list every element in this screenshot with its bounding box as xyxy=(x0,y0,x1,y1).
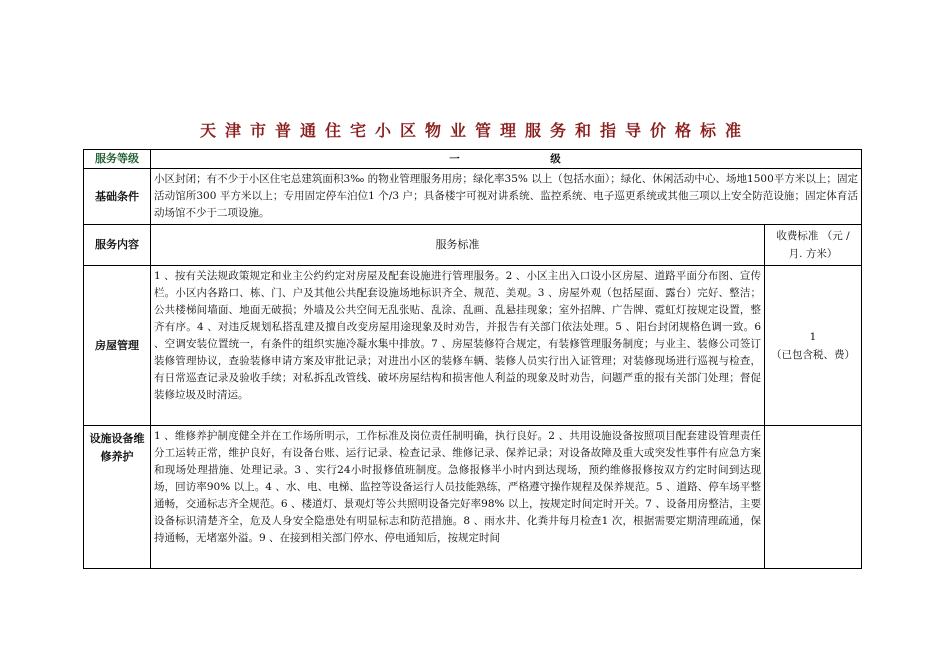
housing-fee-cell xyxy=(765,266,862,426)
housing-fee-note: （已包含税、费） xyxy=(771,348,855,361)
basic-conditions-text: 小区封闭；有不少于小区住宅总建筑面积3‰ 的物业管理服务用房；绿化率35% 以上（包括水面）；绿化、休闲活动中心、场地1500平方米以上；固定活动馆所300 平方米以上；专用固定停车泊位1 个/3 户；具备楼宇可视对讲系统、监控系统、电子巡更系统或其他三项以上安全防范设施；固定体育活动场馆不少于二项设施。 xyxy=(151,169,862,225)
facility-maintenance-text: 1 、维修养护制度健全并在工作场所明示，工作标准及岗位责任制明确，执行良好。2 、共用设施设备按照项目配套建设管理责任分工运转正常，维护良好，有设备台账、运行记录、检查记录、维修记录、保养记录；对设备故障及重大或突发性事件有应急方案和现场处理措施、处理记录。3 、实行24小时报修值班制度。急修报修半小时内到达现场，预约维修报修按双方约定时间到达现场，回访率90% 以上。4 、水、电、电梯、监控等设备运行人员技能熟练，严格遵守操作规程及保养规范。5 、道路、停车场平整通畅，交通标志齐全规范。6 、楼道灯、景观灯等公共照明设备完好率98% 以上，按规定时间定时开关。7 、设备用房整洁，主要设备标识清楚齐全，危及人身安全隐患处有明显标志和防范措施。8 、雨水井、化粪井每月检查1 次，根据需要定期清理疏通，保持通畅，无堵塞外溢。9 、在接到相关部门停水、停电通知后，按规定时间 xyxy=(151,426,765,569)
fee-standard-header: 收费标准 （元 / 月. 方米） xyxy=(765,225,862,266)
service-standard-header: 服务标准 xyxy=(151,225,765,266)
table-row xyxy=(84,225,862,266)
housing-fee-value: 1 xyxy=(809,330,817,343)
table-row xyxy=(84,426,862,569)
service-content-header: 服务内容 xyxy=(84,225,151,266)
service-level-value: 一 级 xyxy=(151,150,862,169)
table-row xyxy=(84,266,862,426)
housing-management-label: 房屋管理 xyxy=(84,266,151,426)
service-level-label: 服务等级 xyxy=(84,150,151,169)
price-standard-table xyxy=(83,149,862,569)
table-row xyxy=(84,150,862,169)
basic-conditions-label: 基础条件 xyxy=(84,169,151,225)
facility-maintenance-label: 设施设备维修养护 xyxy=(84,426,151,569)
page-title: 天津市普通住宅小区物业管理服务和指导价格标准 xyxy=(199,121,750,140)
housing-management-text: 1 、按有关法规政策规定和业主公约约定对房屋及配套设施进行管理服务。2 、小区主出入口设小区房屋、道路平面分布图、宣传栏。小区内各路口、栋、门、户及其他公共配套设施场地标识齐全、规范、美观。3 、房屋外观（包括屋面、露台）完好、整洁；公共楼梯间墙面、地面无破损；外墙及公共空间无乱张贴、乱涂、乱画、乱悬挂现象；室外招牌、广告牌、霓虹灯按规定设置，整齐有序。4 、对违反规划私搭乱建及擅自改变房屋用途现象及时劝告，并报告有关部门依法处理。5 、阳台封闭规格色调一致。6 、空调安装位置统一，有条件的组织实施冷凝水集中排放。7 、房屋装修符合规定，有装修管理服务制度；与业主、装修公司签订装修管理协议，查验装修申请方案及审批记录；对进出小区的装修车辆、装修人员实行出入证管理；对装修现场进行巡视与检查，有日常巡查记录及验收手续；对私拆乱改管线、破坏房屋结构和损害他人利益的现象及时劝告，问题严重的报有关部门处理；督促装修垃圾及时清运。 xyxy=(151,266,765,426)
table-row xyxy=(84,169,862,225)
facility-fee-cell xyxy=(765,426,862,569)
